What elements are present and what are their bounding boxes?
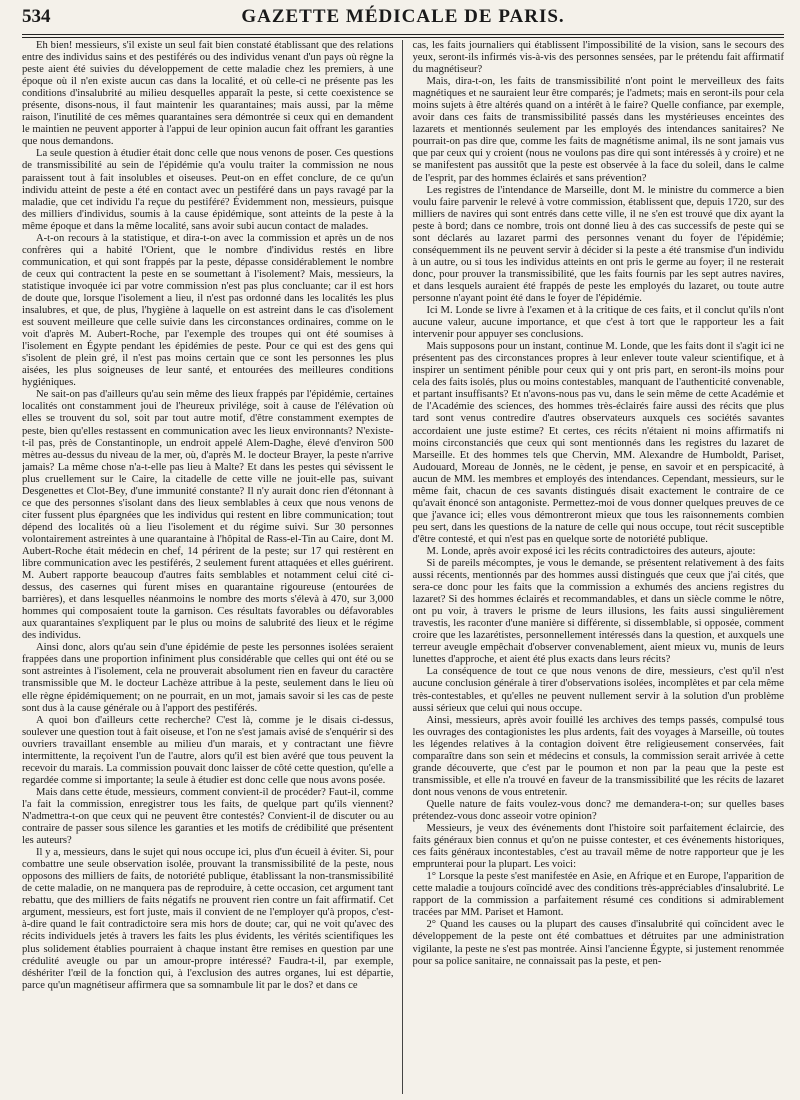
paragraph: Ici M. Londe se livre à l'examen et à la critique de ces faits, et il conclut qu'ils n'ont aucune valeur, aucune importance, et que c'est à tort que le rapporteur les a fait intervenir pour appuyer ses conclusions. <box>412 305 784 341</box>
paragraph: Eh bien! messieurs, s'il existe un seul fait bien constaté établissant que des relations entre des individus sains et des pestiférés ou des individus venant d'un pays où règne la peste aient été suivies du développement de cette maladie chez les premiers, à une époque où il n'en existe aucun cas dans la localité, et où celle-ci ne présente pas les conditions d'insalubrité au milieu desquelles apparaît la peste, si cette coexistence se présente, disons-nous, il faut maintenir les quarantaines; mais aussi, par la même raison, l'inutilité de ces mêmes quarantaines sera démontrée si ceux qui en demandent le maintien ne peuvent apporter à l'appui de leur opinion aucun fait offrant les garanties que nous demandons. <box>22 40 394 148</box>
paragraph: M. Londe, après avoir exposé ici les récits contradictoires des auteurs, ajoute: <box>426 545 756 557</box>
paragraph: 1° Lorsque la peste s'est manifestée en Asie, en Afrique et en Europe, l'apparition de cette maladie a toujours coïncidé avec des conditions très-appréciables d'insalubrité. Le rapport de la commission a parfaitement résumé ces conditions si admirablement tracées par MM. Pariset et Hamont. <box>412 871 784 919</box>
journal-title: GAZETTE MÉDICALE DE PARIS. <box>241 6 565 27</box>
paragraph: Si de pareils mécomptes, je vous le demande, se présentent relativement à des faits aussi récents, mentionnés par des hommes aussi distingués que ceux que j'ai cités, que sera-ce donc pour les faits que la commission a exhumés des anciens registres du lazaret? Si des hommes éclairés et recommandables, et dans un siècle comme le nôtre, ont pu voir, à travers le prisme de leurs illusions, les faits aussi singulièrement travestis, les raconter d'une manière si différente, si dissemblable, si opposée, comment croire que les lazarétistes, personnellement intéressés dans la question, et auxquels une terreur aveugle empêchait d'observer convenablement, aient mieux vu, munis de leurs lunettes d'approche, et aient été plus exacts dans leurs récits? <box>412 558 784 666</box>
paragraph: A quoi bon d'ailleurs cette recherche? C'est là, comme je le disais ci-dessus, soulever une question tout à fait oiseuse, et l'on ne s'est jamais avisé de s'enquérir si des ouvriers travaillant ensemble au milieu d'un marais, et y contractant une fièvre intermittente, la reçoivent l'un de l'autre, alors qu'il est bien avéré que tous peuvent la recevoir du marais. La commission pouvait donc laisser de côté cette question, qu'elle a regardée comme si importante; la seule à étudier est donc celle que nous avons posée. <box>22 714 394 786</box>
paragraph: Ainsi donc, alors qu'au sein d'une épidémie de peste les personnes isolées seraient frappées dans une proportion infiniment plus considérable que celles qui ont été ou se sont astreintes à l'isolement, cela ne prouverait absolument rien en faveur du caractère transmissible que M. le docteur Lachèze attribue à la peste, seulement dans le lieu où elle règne épidémiquement; on ne pourrait, en un mot, jamais savoir si les cas de peste sont dus à la cause générale ou à l'apport des pestiférés. <box>22 642 394 714</box>
right-column <box>413 40 785 1094</box>
header-rule <box>22 37 784 38</box>
paragraph: La seule question à étudier était donc celle que nous venons de poser. Ces questions de transmissibilité au sein de l'épidémie qu'a voulu traiter la commission ne nous paraissent tout à fait insolubles et oiseuses. Peut-on en effet conclure, de ce qu'un individu atteint de peste a été en contact avec un pestiféré dans un pays ravagé par la maladie, que cet individu l'a reçue du pestiféré? Évidemment non, messieurs, puisque des milliers d'individus, soumis à la cause épidémique, sont atteints de la peste à la même époque et dans la même localité, sans avoir subi aucun contact de malades. <box>22 148 394 232</box>
newspaper-page <box>22 6 784 1094</box>
paragraph: cas, les faits journaliers qui établissent l'impossibilité de la vision, sans le secours des yeux, seront-ils infirmés vis-à-vis des personnes sensées, par le prétendu fait affirmatif du magnétiseur? <box>412 40 784 76</box>
left-column <box>22 40 403 1094</box>
page-number: 534 <box>22 6 51 27</box>
paragraph: La conséquence de tout ce que nous venons de dire, messieurs, c'est qu'il n'est aucune conclusion générale à tirer d'observations isolées, incomplètes et par cela même très-contestables, et qu'elles ne peuvent nullement servir à la solution d'un problème aussi sérieux que celui qui nous occupe. <box>412 666 784 714</box>
text-columns <box>22 40 784 1094</box>
paragraph: Mais dans cette étude, messieurs, comment convient-il de procéder? Faut-il, comme l'a fait la commission, enregistrer tous les faits, de quelque part qu'ils viennent? N'admettra-t-on que ceux qui ne peuvent être contestés? Convient-il de discuter ou au contraire de passer sous silence les garanties et les motifs de crédibilité que présentent les auteurs? <box>22 786 394 847</box>
paragraph: Ainsi, messieurs, après avoir fouillé les archives des temps passés, compulsé tous les ouvrages des contagionistes les plus ardents, fait des voyages à Marseille, où toutes les légendes relatives à la contagion doivent être religieusement conservées, fait comparaître dans son sein et médecins et consuls, la commission serait arrivée à cette grande découverte, que c'est par le poumon et non par la peau que la peste est transmissible, et elle n'a trouvé en faveur de la transmissibilité que les récits de lazaret dont nous venons de vous entretenir. <box>412 714 784 798</box>
paragraph: Les registres de l'intendance de Marseille, dont M. le ministre du commerce a bien voulu faire parvenir le relevé à votre commission, établissent que, depuis 1720, sur des milliers de navires qui sont entrés dans cette ville, il ne s'en est trouvé que dix ayant la peste à bord; dans ce nombre, trois ont donné lieu à des cas successifs de peste qui se sont déclarés au lazaret parmi des personnes venant du foyer de l'épidémie; conséquemment ils ne peuvent servir à décider si la peste a été transmise d'un individu à un autre, ou si tous les individus atteints en ont pris le germe au foyer; il ne resterait donc, pour prouver la transmissibilité, que les faits fournis par les sept autres navires, et dans lesquels auraient été frappés de peste les employés du lazaret, ou toute autre personne n'ayant point été dans le foyer de l'épidémie. <box>412 184 784 304</box>
paragraph: Messieurs, je veux des événements dont l'histoire soit parfaitement éclaircie, des faits généraux bien connus et qu'on ne puisse contester, et ces événements historiques, ces faits généraux incontestables, c'est au travail même de notre rapporteur que je les emprunterai pour la plupart. Les voici: <box>412 823 784 871</box>
paragraph: Quelle nature de faits voulez-vous donc? me demandera-t-on; sur quelles bases prétendez-vous donc asseoir votre opinion? <box>412 798 784 822</box>
paragraph: Mais, dira-t-on, les faits de transmissibilité n'ont point le merveilleux des faits magnétiques et ne sauraient leur être comparés; je l'admets; mais en seront-ils pour cela moins sujets à être altérés quand on a intérêt à le faire? Quelle confiance, par exemple, avoir dans ces faits de transmissibilité passés dans les mystérieuses enceintes des lazarets et mentionnés seulement par les employés des intendances sanitaires? Ne pourrait-on pas dire que, comme les faits de magnétisme animal, ils ne sont jamais vus que par ceux qui y croient (nous ne voulons pas dire qui sont intéressés à y croire) et ne se manifestent pas aussitôt que la peste est observée à la face du soleil, dans le calme de l'esprit, par des hommes éclairés et sans prévention? <box>412 76 784 184</box>
paragraph: A-t-on recours à la statistique, et dira-t-on avec la commission et après un de nos confrères qui a habité l'Orient, que le nombre d'individus restés en libre communication, et qui sont frappés par la peste, dépasse considérablement le nombre de ceux qui contractent la peste en se soumettant à l'isolement? Mais, messieurs, la statistique invoquée ici par votre commission n'est pas plus concluante; car il est hors de doute que, lorsque l'isolement a lieu, il n'est pas ordonné dans les localités les plus insalubres, et que, de plus, l'hygiène à laquelle on est astreint dans le cas d'isolement est souvent meilleure que celle suivie dans les circonstances ordinaires, comme on le voit d'après M. Aubert-Roche, par l'exemple des troupes qui ont été soumises à l'isolement en Égypte pendant les épidémies de peste. Pour ce qui est des gens qui s'isolent de plein gré, il n'est pas moins certain que ce sont les personnes les plus aisées, les plus soigneuses de leur santé, et entourées des meilleures conditions hygiéniques. <box>22 232 394 389</box>
paragraph: Mais supposons pour un instant, continue M. Londe, que les faits dont il s'agit ici ne présentent pas des circonstances propres à leur enlever toute valeur scientifique, et à inspirer un sentiment pénible pour ceux qui y ont pris part, en seront-ils moins pour cela des faits isolés, plus ou moins contestables, manquant de l'authenticité convenable, et partant insuffisants? Et n'avons-nous pas vu, dans le sein même de cette Académie et de l'Académie des sciences, des hommes très-éclairés faire aussi des récits que plus tard sont venus contredire d'autres observateurs auxquels ces sociétés savantes accordaient une juste estime? Et certes, ces récits n'étaient ni moins affirmatifs ni moins circonstanciés que ceux qui sont mentionnés dans les registres du lazaret de Marseille. Et des hommes tels que Chervin, MM. Alexandre de Humboldt, Pariset, Audouard, Moreau de Jonnès, ne le cèdent, je pense, en savoir et en perspicacité, à aucun de MM. les membres et employés des intendances. Cependant, messieurs, sur le même fait, chacun de ces savants distingués disait exactement le contraire de ce qu'avait énoncé son antagoniste. Permettez-moi de vous donner quelques preuves de ce que j'avance ici; elles vous démontreront mieux que tous les raisonnements combien peu sert, dans les questions de la nature de celle qui nous occupe, tout récit susceptible d'être contesté, et qui n'est pas en quelque sorte de notoriété publique. <box>412 341 784 545</box>
paragraph: Ne sait-on pas d'ailleurs qu'au sein même des lieux frappés par l'épidémie, certaines localités ont constamment joui de l'heureux privilége, soit à cause de l'élévation où elles se trouvent du sol, soit par tout autre motif, d'être constamment exemptes de peste, bien qu'elles restassent en communication avec les lieux environnants? N'existe-t-il pas, près de Constantinople, un endroit appelé Alem-Daghe, élevé d'environ 500 mètres au-dessus du niveau de la mer, où, d'après M. le docteur Brayer, la peste n'arrive jamais? La même chose n'a-t-elle pas lieu à Malte? Et dans les pestes qui sévissent le plus cruellement sur le Caire, la citadelle de cette ville ne jouit-elle pas, suivant Desgenettes et Clot-Bey, d'une immunité constante? Il n'y aurait donc rien d'étonnant à ce que des personnes s'isolant dans des lieux semblables à ceux que nous venons de citer fussent plus épargnées que les individus qui restent en libre communication; tout dépend des localités où a lieu l'isolement et du régime suivi. Sur 30 personnes volontairement astreintes à une quarantaine à l'hôpital de Rass-el-Tin au Caire, dont M. Aubert-Roche était médecin en chef, 14 périrent de la peste; sur 17 qui restèrent en libre communication avec les pestiférés, 2 seulement furent attaquées et elles guérirent. M. Aubert rapporte beaucoup d'autres faits semblables et notamment celui cité ci-dessus, des casernes qui furent mises en quarantaine rigoureuse (entourées de barrières), et dans lesquelles néanmoins le nombre des morts s'élevà à 470, sur 3,000 hommes qui composaient toute la garnison. Ces résultats favorables ou défavorables aux quarantaines s'expliquent par le plus ou moins de salubrité des lieux et le régime des individus. <box>22 389 394 642</box>
paragraph: Il y a, messieurs, dans le sujet qui nous occupe ici, plus d'un écueil à éviter. Si, pour combattre une seule observation isolée, prouvant la transmissibilité de la peste, nous opposons des milliers de faits, de notoriété publique, établissant la non-transmissibilité de cette maladie, on ne manquera pas de reproduire, à cette occasion, cet argument tant rebattu, que des milliers de faits négatifs ne prouvent rien contre un fait affirmatif. Cet argument, messieurs, est fort juste, mais il convient de ne l'employer qu'à propos, c'est-à-dire quand le fait contradictoire sera mis hors de doute; car, qui ne voit qu'avec des récits individuels jetés à travers les faits les plus évidents, les vérités scientifiques les plus solidement établies pourraient à chaque instant être remises en question par une crédulité aveugle ou par un amour-propre intéressé? Faudra-t-il, par exemple, déshériter l'œil de la fonction qui, à l'exclusion des autres organes, lui est départie, parce qu'un magnétiseur affirmera que sa somnambule lit par le dos? et dans ce <box>22 847 394 991</box>
page-header <box>22 6 784 35</box>
paragraph: 2° Quand les causes ou la plupart des causes d'insalubrité qui coïncident avec le développement de la peste ont été combattues et détruites par une administration vigilante, la peste ne s'est pas montrée. Ainsi l'ancienne Égypte, si justement renommée pour sa police sanitaire, ne connaissait pas la peste, et pen- <box>412 919 784 967</box>
